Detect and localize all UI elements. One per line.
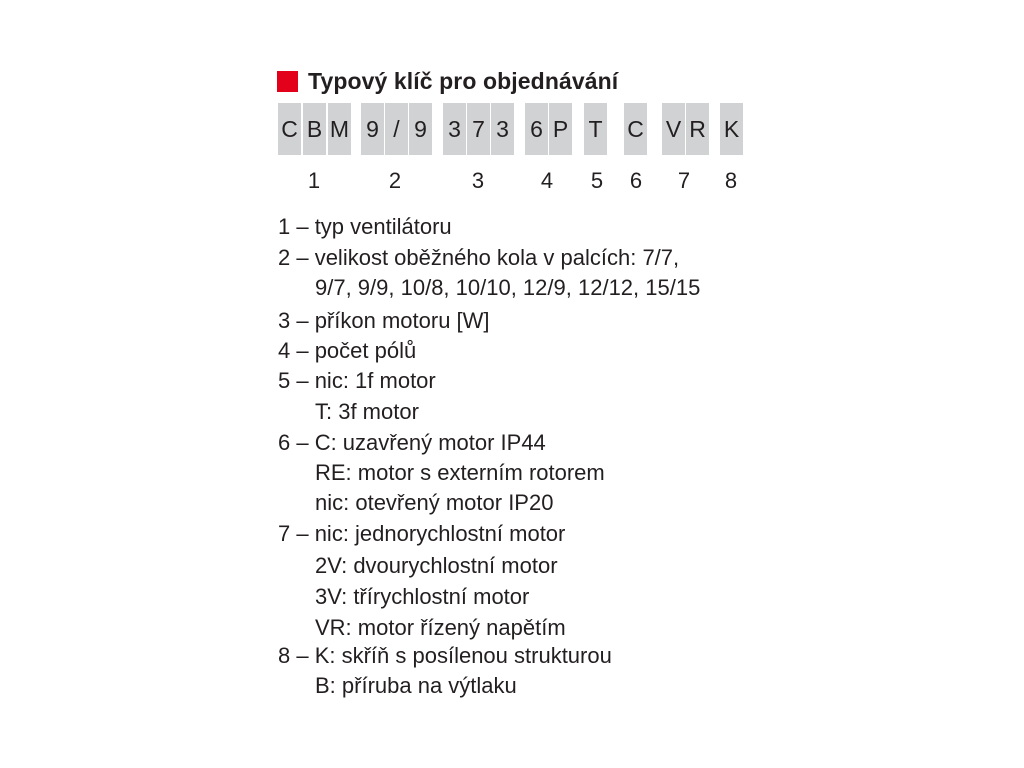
- code-letter-box: C: [278, 103, 301, 155]
- code-letter-box: P: [549, 103, 572, 155]
- legend-line: 2V: dvourychlostní motor: [315, 553, 558, 578]
- legend-line: B: příruba na výtlaku: [315, 673, 517, 698]
- legend-line: T: 3f motor: [315, 399, 419, 424]
- legend-line: 9/7, 9/9, 10/8, 10/10, 12/9, 12/12, 15/15: [315, 275, 701, 300]
- type-code-boxes: [278, 103, 748, 155]
- code-letter-box: C: [624, 103, 647, 155]
- heading-title: Typový klíč pro objednávání: [308, 67, 619, 94]
- code-letter-box: 6: [525, 103, 548, 155]
- code-letter-box: /: [385, 103, 408, 155]
- legend-line: 4 – počet pólů: [278, 338, 417, 363]
- group-number: 3: [471, 168, 485, 193]
- code-letter-box: V: [662, 103, 685, 155]
- legend-line: 1 – typ ventilátoru: [278, 214, 452, 239]
- legend-line: nic: otevřený motor IP20: [315, 490, 554, 515]
- legend-line: 6 – C: uzavřený motor IP44: [278, 430, 546, 455]
- legend-line: 3V: třírychlostní motor: [315, 584, 530, 609]
- code-letter-box: 9: [409, 103, 432, 155]
- group-number: 2: [388, 168, 402, 193]
- red-square-icon: [277, 71, 298, 92]
- legend-line: 7 – nic: jednorychlostní motor: [278, 521, 566, 546]
- code-letter-box: K: [720, 103, 743, 155]
- legend-line: 3 – příkon motoru [W]: [278, 308, 490, 333]
- code-letter-box: T: [584, 103, 607, 155]
- code-letter-box: B: [303, 103, 326, 155]
- group-number: 4: [540, 168, 554, 193]
- legend-line: RE: motor s externím rotorem: [315, 460, 605, 485]
- code-letter-box: M: [328, 103, 351, 155]
- code-letter-box: 3: [491, 103, 514, 155]
- group-number: 6: [629, 168, 643, 193]
- section-heading: [277, 66, 618, 96]
- group-number: 1: [307, 168, 321, 193]
- code-letter-box: 9: [361, 103, 384, 155]
- group-number: 8: [724, 168, 738, 193]
- code-letter-box: R: [686, 103, 709, 155]
- legend-line: 5 – nic: 1f motor: [278, 368, 436, 393]
- group-number: 7: [677, 168, 691, 193]
- legend-line: VR: motor řízený napětím: [315, 615, 566, 640]
- code-letter-box: 3: [443, 103, 466, 155]
- code-letter-box: 7: [467, 103, 490, 155]
- legend-line: 8 – K: skříň s posílenou strukturou: [278, 643, 612, 668]
- legend-line: 2 – velikost oběžného kola v palcích: 7/7,: [278, 245, 680, 270]
- group-number: 5: [590, 168, 604, 193]
